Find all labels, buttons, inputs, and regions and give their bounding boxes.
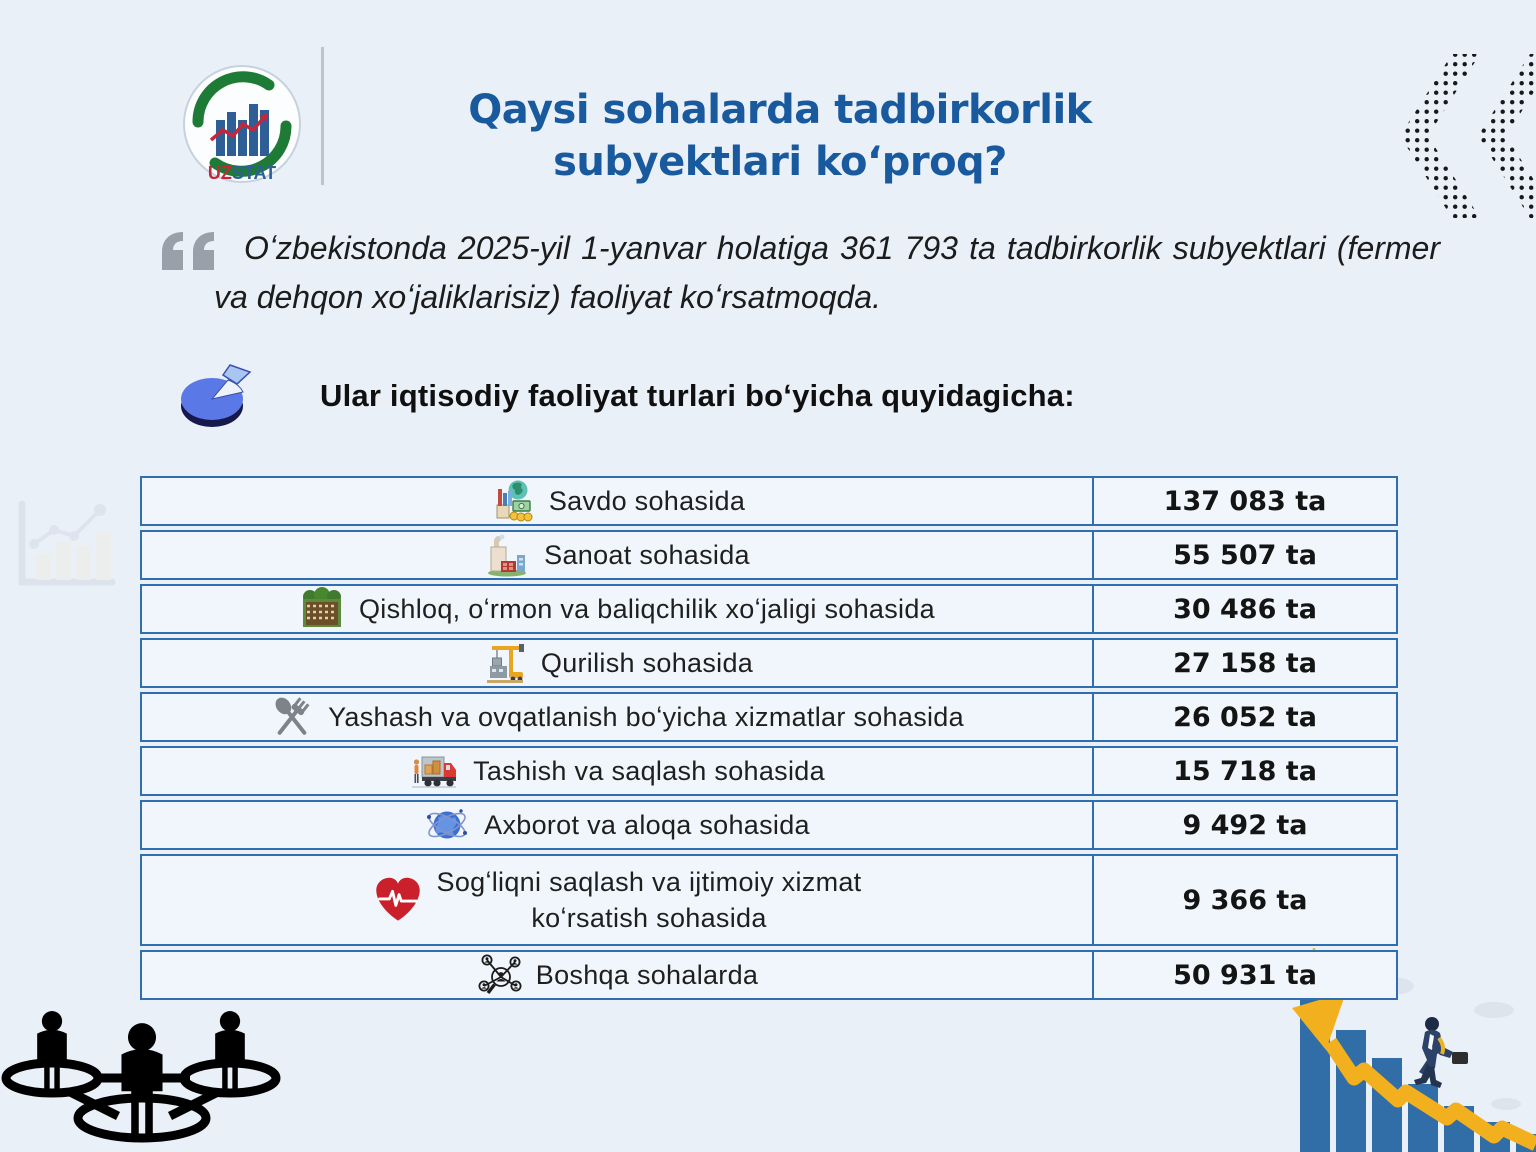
- sector-value: 55 507 ta: [1092, 532, 1396, 578]
- chart-watermark-icon: [12, 498, 116, 592]
- table-row: [140, 638, 1398, 688]
- page-title-line2: subyektlari koʻproq?: [553, 139, 1007, 185]
- table-caption: Ular iqtisodiy faoliyat turlari boʻyicha quyidagicha:: [320, 378, 1075, 413]
- table-row: [140, 530, 1398, 580]
- chevron-left-decoration-icon: [1384, 50, 1536, 222]
- trade-icon: [489, 479, 535, 523]
- header-divider: [321, 47, 324, 185]
- table-row: [140, 950, 1398, 1000]
- sector-label: Boshqa sohalarda: [535, 959, 759, 990]
- pie-chart-icon: [176, 362, 258, 432]
- sector-label: Axborot va aloqa sohasida: [484, 809, 810, 840]
- sector-value: 137 083 ta: [1092, 478, 1396, 524]
- sector-label: Sanoat sohasida: [544, 539, 750, 570]
- sector-label: Tashish va saqlash sohasida: [473, 755, 825, 786]
- farm-field-icon: [299, 587, 345, 631]
- sector-value: 50 931 ta: [1092, 952, 1396, 998]
- sector-value: 15 718 ta: [1092, 748, 1396, 794]
- table-row: [140, 800, 1398, 850]
- sector-label: Qishloq, oʻrmon va baliqchilik xoʻjaligi sohasida: [359, 593, 935, 624]
- page-title-line1: Qaysi sohalarda tadbirkorlik: [468, 87, 1092, 133]
- uzstat-logo: [181, 60, 303, 198]
- sector-label: Yashash va ovqatlanish boʻyicha xizmatlar sohasida: [328, 701, 964, 732]
- crane-icon: [481, 641, 527, 685]
- businessman-climbing-icon: [1414, 1017, 1468, 1088]
- page-title: [400, 84, 1160, 188]
- table-row: [140, 854, 1398, 946]
- truck-icon: [409, 749, 459, 793]
- quote-icon: [160, 230, 218, 272]
- logo-text-stat: STAT: [231, 163, 277, 183]
- svg-text:UZSTAT: [208, 163, 276, 183]
- sector-label: Qurilish sohasida: [540, 647, 754, 678]
- table-row: [140, 476, 1398, 526]
- sector-value: 27 158 ta: [1092, 640, 1396, 686]
- intro-quote: Oʻzbekistonda 2025-yil 1-yanvar holatiga 361 793 ta tadbirkorlik subyektlari (fermer va dehqon xoʻjaliklarisiz) faoliyat koʻrsatmoqda.: [214, 230, 1440, 315]
- table-row: [140, 692, 1398, 742]
- sector-label: Savdo sohasida: [548, 485, 746, 516]
- sector-label-line2: koʻrsatish sohasida: [531, 903, 767, 933]
- sector-value: 30 486 ta: [1092, 586, 1396, 632]
- sector-value: 9 492 ta: [1092, 802, 1396, 848]
- logo-text-uz: UZ: [207, 163, 232, 183]
- people-search-icon: [476, 953, 522, 997]
- heart-pulse-icon: [373, 876, 423, 924]
- sector-value: 9 366 ta: [1092, 856, 1396, 944]
- table-row: [140, 746, 1398, 796]
- globe-network-icon: [424, 803, 470, 847]
- table-row: [140, 584, 1398, 634]
- sector-value: 26 052 ta: [1092, 694, 1396, 740]
- factory-icon: [484, 533, 530, 577]
- cutlery-icon: [270, 695, 314, 739]
- sector-label: Sogʻliqni saqlash va ijtimoiy xizmat: [436, 866, 862, 897]
- sector-table: [140, 476, 1398, 1004]
